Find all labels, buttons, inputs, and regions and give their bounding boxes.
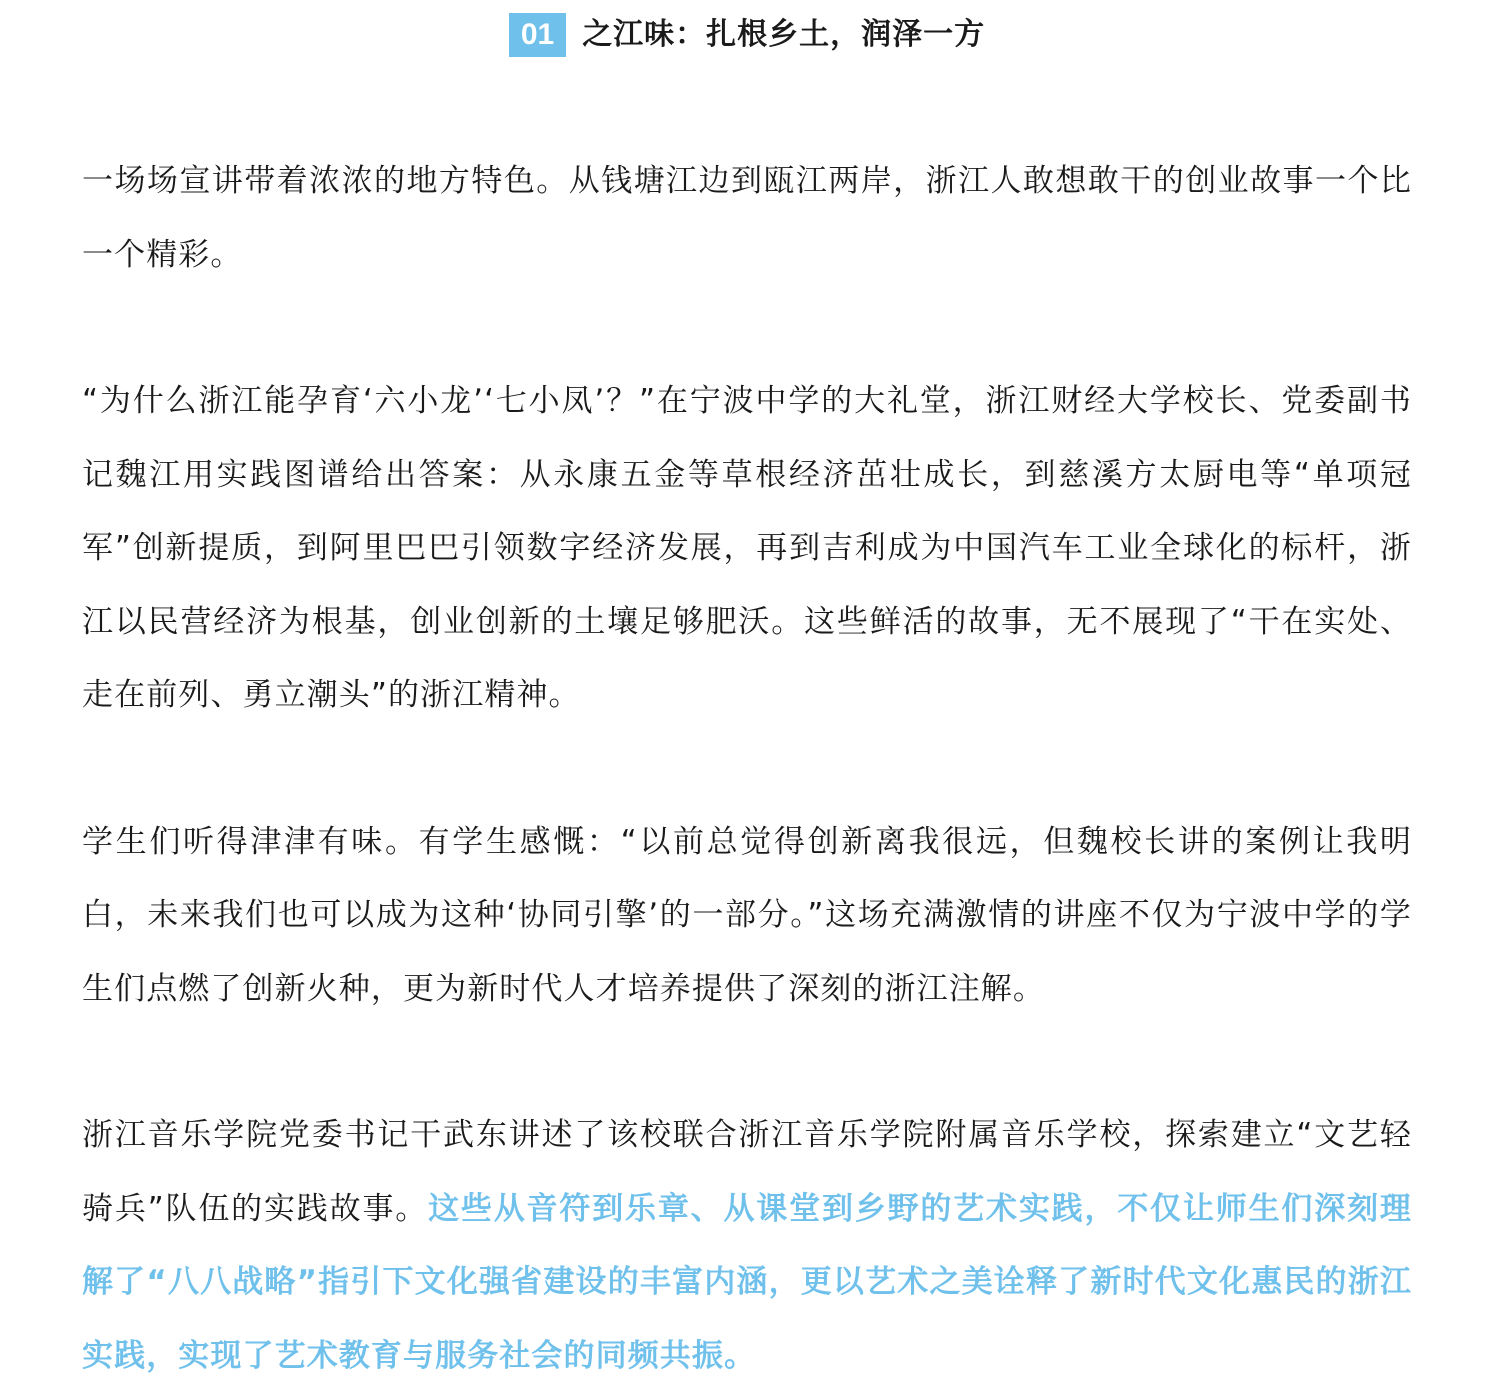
section-heading bbox=[82, 0, 1412, 70]
section-title: 之江味：扎根乡土，润泽一方 bbox=[582, 17, 986, 52]
paragraph-3 bbox=[82, 806, 1412, 1027]
paragraph-2 bbox=[82, 365, 1412, 733]
paragraph-2-text: “为什么浙江能孕育‘六小龙’‘七小凤’？”在宁波中学的大礼堂，浙江财经大学校长、党委副书记魏江用实践图谱给出答案：从永康五金等草根经济茁壮成长，到慈溪方太厨电等“单项冠军”创新提质，到阿里巴巴引领数字经济发展，再到吉利成为中国汽车工业全球化的标杆，浙江以民营经济为根基，创业创新的土壤足够肥沃。这些鲜活的故事，无不展现了“干在实处、走在前列、勇立潮头”的浙江精神。 bbox=[82, 383, 1412, 713]
paragraph-4 bbox=[82, 1099, 1412, 1393]
paragraph-1 bbox=[82, 145, 1412, 292]
paragraph-3-text: 学生们听得津津有味。有学生感慨：“以前总觉得创新离我很远，但魏校长讲的案例让我明白，未来我们也可以成为这种‘协同引擎’的一部分。”这场充满激情的讲座不仅为宁波中学的学生们点燃了创新火种，更为新时代人才培养提供了深刻的浙江注解。 bbox=[82, 823, 1412, 1007]
paragraph-4-highlight: 这些从音符到乐章、从课堂到乡野的艺术实践，不仅让师生们深刻理解了“八八战略”指引下文化强省建设的丰富内涵，更以艺术之美诠释了新时代文化惠民的浙江实践，实现了艺术教育与服务社会的同频共振。 bbox=[82, 1190, 1412, 1374]
section-number-badge: 01 bbox=[509, 13, 566, 57]
paragraph-1-text: 一场场宣讲带着浓浓的地方特色。从钱塘江边到瓯江两岸，浙江人敢想敢干的创业故事一个比一个精彩。 bbox=[82, 163, 1412, 273]
paragraph-4-text: 浙江音乐学院党委书记干武东讲述了该校联合浙江音乐学院附属音乐学校，探索建立“文艺轻骑兵”队伍的实践故事。 bbox=[82, 1117, 1412, 1227]
